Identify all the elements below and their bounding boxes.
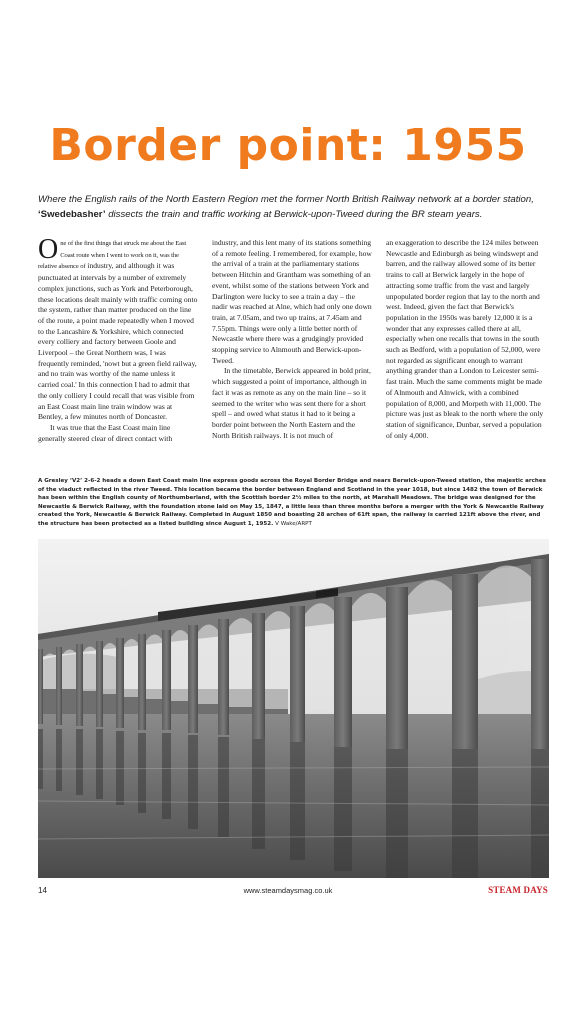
drop-cap: O [38,238,59,265]
page-footer [0,886,576,900]
paragraph: industry, and this lent many of its stations something of a remote feeling. I remembered, for example, how the arrival of a train at the parliamentary stations between Hitchin and Grantham was something of an event, whilst some of the stations between York and Darlington were lucky to see a train a day – the nadir was reached at Alne, which had only one down train, at 7.05am, and two up trains, at 7.45am and 7.55pm. Things were only a little better north of Newcastle where there was a grudgingly provided stopping service to Alnmouth and Berwick-upon-Tweed. [212,238,372,365]
caption-text: A Gresley ‘V2’ 2-6-2 heads a down East Coast main line express goods across the Royal Border Bridge and nears Berwick-upon-Tweed station, the majestic arches of the viaduct reflected in the river Tweed. This location became the border between England and Scotland in the year 1018, but since 1482 the town of Berwick has been within the English county of Northumberland, with the Scottish border 2½ miles to the north, at Marshall Meadows. The bridge was designed for the Newcastle & Berwick Railway, with the foundation stone laid on May 15, 1847, a little less than three months before a merger with the York & Newcastle Railway created the York, Newcastle & Berwick Railway. Completed in August 1850 and boasting 28 arches of 61ft span, the railway is carried 121ft above the river, and the structure has been protected as a listed building since August 1, 1952. [38,478,546,527]
standfirst-part1: Where the English rails of the North Eastern Region met the former North British Railway network at a border station, [38,194,534,205]
paragraph-text: industry, and although it was punctuated at intervals by a number of extremely complex junctions, such as York and Peterborough, these locations dealt mainly with traffic coming onto the system, rather than matter produced on the line of the route, a point made repeatedly when I moved to the Lancashire & Yorkshire, which connected every colliery and factory between Goole and Liverpool – the Great Northern was, I was frequently reminded, 'nowt but a green field railway, and no train was worthy of the name unless it carried coal.' In this connection I had to admit that the only colliery I could recall that was visible from an East Coast main line train window was at Bentley, a few minutes north of Doncaster. [38,261,198,422]
website-url[interactable]: www.steamdaysmag.co.uk [243,886,333,895]
page-number: 14 [38,886,47,895]
viaduct-photo [38,539,549,878]
standfirst-part2: dissects the train and traffic working at Berwick-upon-Tweed during the BR steam years. [105,208,483,220]
paragraph: In the timetable, Berwick appeared in bold print, which suggested a point of importance, although in fact it was as remote as any on the main line – so it seemed to the writer who was sent there for a short spell – and owed what status it had to it being a border point between the North Eastern and the North British railways. It is not much of [212,366,371,440]
viaduct-illustration [38,539,549,878]
paragraph: It was true that the East Coast main line generally steered clear of direct contact with [38,422,173,443]
article-column-3 [386,238,548,470]
article-column-2 [212,238,372,470]
photo-credit: V Wake/ARPT [275,520,312,527]
page-title: Border point: 1955 [49,120,527,171]
photo-caption [38,477,550,529]
magazine-logo: STEAM DAYS [488,885,548,895]
lead-in-text: ne of the first things that struck me about the East Coast route when I went to work on it, was the relative absence of [38,240,187,271]
paragraph [38,238,198,423]
author-name: ‘Swedebasher’ [38,208,106,220]
article-body [38,238,548,470]
standfirst [38,193,548,222]
paragraph: an exaggeration to describe the 124 miles between Newcastle and Edinburgh as being windswept and barren, and the railway allowed some of its better trains to call at Berwick largely in the hope of attracting some traffic from the vast and largely unpopulated border region that lay to the north and west. Indeed, given the fact that Berwick's population in the 1950s was barely 12,000 it is a wonder that any expresses called there at all, especially when one recalls that towns in the south such as Bedford, with a population of 52,000, were not regarded as significant enough to warrant anything grander than a London to Leicester semi-fast train. Much the same comments might be made of Alnmouth and Alnwick, with a combined population of 8,000, and Morpeth with 11,000. The picture was just as bleak to the north where the only station of significance, Dunbar, served a population of only 4,000. [386,238,544,440]
article-column-1 [38,238,198,470]
